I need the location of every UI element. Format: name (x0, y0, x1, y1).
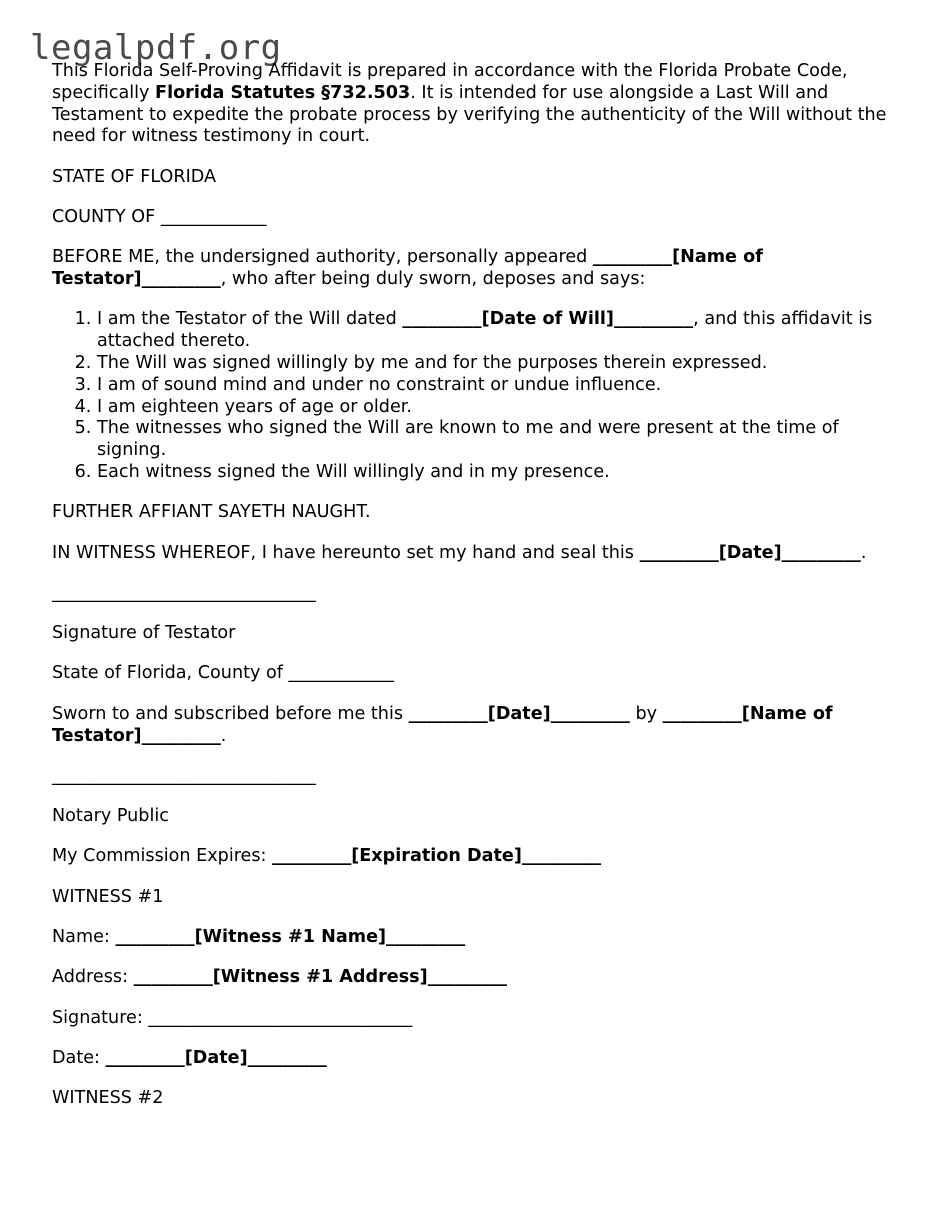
sworn-testator-name-field: _________[Name of Testator]_________ (52, 703, 833, 746)
list-item: 6. Each witness signed the Will willingly and in my presence. (97, 462, 894, 484)
sworn-date-field: _________[Date]_________ (408, 703, 630, 724)
list-item: 5. The witnesses who signed the Will are known to me and were present at the time of signing. (97, 418, 894, 462)
witness-1-name-label: Name: (52, 927, 116, 948)
witness-1-address-field: _________[Witness #1 Address]_________ (133, 967, 507, 988)
list-item: 3. I am of sound mind and under no constraint or undue influence. (97, 375, 894, 397)
before-me-paragraph (52, 247, 894, 291)
witness-1-name-line (52, 927, 894, 949)
statute-reference: Florida Statutes §732.503 (155, 82, 411, 103)
intro-text-end: . It is intended for use alongside a Last Will and Testament to expedite the probate process by verifying the authenticity of the Will without the need for witness testimony in court. (52, 82, 887, 147)
sworn-text-start: Sworn to and subscribed before me this (52, 703, 409, 724)
witness-1-date-field: _________[Date]_________ (105, 1047, 327, 1068)
notary-signature-line: ______________________________ (52, 765, 316, 786)
commission-line (52, 846, 894, 868)
state-line: STATE OF FLORIDA (52, 166, 217, 187)
affidavit-document (52, 61, 894, 1129)
witness-1-signature-blank: ______________________________ (148, 1007, 413, 1028)
will-date-field: _________[Date of Will]_________ (402, 309, 694, 330)
witness-1-date-line (52, 1048, 894, 1070)
before-me-text-end: , who after being duly sworn, deposes and says: (220, 269, 646, 290)
commission-label: My Commission Expires: (52, 846, 273, 867)
in-witness-paragraph (52, 543, 894, 565)
state-county-line: State of Florida, County of ____________ (52, 663, 395, 684)
notary-label: Notary Public (52, 806, 169, 827)
witness-2-heading: WITNESS #2 (52, 1088, 164, 1109)
watermark-logo: legalpdf.org (30, 28, 282, 68)
witness-date-field: _________[Date]_________ (639, 542, 861, 563)
sworn-period: . (220, 725, 227, 746)
sworn-by-text: by (629, 703, 663, 724)
further-affiant-line: FURTHER AFFIANT SAYETH NAUGHT. (52, 502, 371, 523)
list-item: 2. The Will was signed willingly by me and for the purposes therein expressed. (97, 353, 894, 375)
statement-1-start: I am the Testator of the Will dated (97, 309, 403, 330)
county-line: COUNTY OF ____________ (52, 206, 267, 227)
in-witness-text: IN WITNESS WHEREOF, I have hereunto set my hand and seal this (52, 542, 640, 563)
statement-1-end: , and this affidavit is attached thereto. (97, 309, 873, 352)
intro-paragraph (52, 61, 894, 148)
list-item: 4. I am eighteen years of age or older. (97, 397, 894, 419)
witness-1-signature-line (52, 1008, 894, 1030)
witness-1-address-label: Address: (52, 967, 134, 988)
witness-1-address-line (52, 967, 894, 989)
before-me-text-start: BEFORE ME, the undersigned authority, personally appeared (52, 247, 593, 268)
witness-1-signature-label: Signature: (52, 1007, 149, 1028)
statements-list (52, 309, 894, 483)
intro-text-start: This Florida Self-Proving Affidavit is prepared in accordance with the Florida Probate Code, specifically (52, 61, 848, 103)
witness-1-heading: WITNESS #1 (52, 886, 164, 907)
testator-name-field: _________[Name of Testator]_________ (52, 247, 763, 290)
testator-signature-label: Signature of Testator (52, 623, 236, 644)
witness-1-name-field: _________[Witness #1 Name]_________ (115, 927, 466, 948)
expiration-date-field: _________[Expiration Date]_________ (272, 846, 602, 867)
testator-signature-line: ______________________________ (52, 582, 316, 603)
list-item (97, 309, 894, 353)
sworn-paragraph (52, 704, 894, 748)
in-witness-period: . (860, 542, 867, 563)
witness-1-date-label: Date: (52, 1047, 106, 1068)
